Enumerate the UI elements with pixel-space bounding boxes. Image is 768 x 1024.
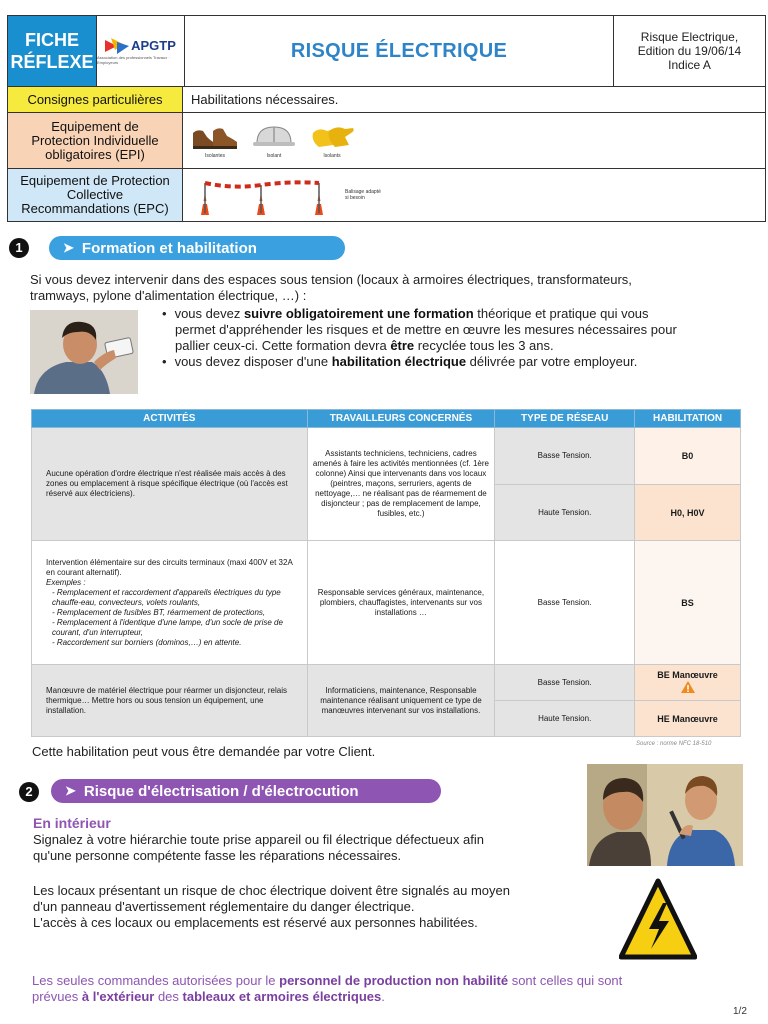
p2-line-3: L'accès à ces locaux ou emplacements est réservé aux personnes habilitées. [33, 915, 478, 930]
fiche-reflexe-box [8, 16, 97, 86]
bullet-1-line-3 [162, 338, 742, 354]
section-2-header [51, 779, 441, 803]
bullet-1-text-e: pallier ceux-ci. Cette formation devra [175, 338, 391, 353]
row-3-habilitation-be [635, 665, 741, 701]
table-row [32, 665, 741, 701]
helmet-icon [251, 123, 297, 151]
row-2-network: Basse Tension. [495, 541, 635, 665]
safety-shoes-icon [191, 123, 239, 151]
arrow-right-icon: ➤ [63, 240, 74, 255]
apgtp-logo [97, 16, 185, 86]
row-1-habilitation-h0: H0, H0V [635, 485, 741, 541]
row-2-example-4: - Raccordement sur borniers (dominos,…) en attente. [52, 637, 242, 647]
habilitation-table [31, 409, 741, 737]
col-header-activites: ACTIVITÉS [32, 410, 308, 428]
section-2-subtitle: En intérieur [33, 815, 111, 831]
row-1-activity: Aucune opération d'ordre électrique n'est réalisée mais accès à des zones ou emplacement à risque spécifique électrique (où l'accès est réservé aux électriciens). [32, 428, 308, 541]
table-row [32, 428, 741, 485]
reflexe-label: RÉFLEXE [10, 52, 94, 72]
section-1-header [49, 236, 345, 260]
final-bold-b: personnel de production non habilité [279, 973, 509, 988]
header-table [7, 15, 766, 87]
section-2-paragraph-2 [33, 883, 593, 931]
final-text-f: des [154, 989, 183, 1004]
bullet-1-bold: suivre obligatoirement une formation [243, 306, 474, 321]
epi-caption-shoes: Isolantes [204, 152, 225, 159]
bullet-2 [162, 354, 742, 370]
section-1-intro [30, 272, 750, 304]
ref-line-1: Risque Electrique, [640, 30, 739, 44]
final-line-1 [32, 973, 752, 989]
row-2-activity [32, 541, 308, 665]
epc-caption-line-1: Balisage adapté [345, 189, 381, 195]
row-2-example-2: - Remplacement de fusibles BT, réarmement de protections, [52, 607, 266, 617]
epc-equipment [183, 169, 765, 221]
final-note [32, 973, 752, 1005]
person-reading-card-illustration [30, 310, 138, 394]
table-source: Source : norme NFC 18-510 [636, 741, 712, 747]
ref-line-2: Edition du 19/06/14 [637, 44, 742, 58]
row-1-network-ht: Haute Tension. [495, 485, 635, 541]
section-2-title: Risque d'électrisation / d'électrocution [83, 782, 359, 800]
col-header-travailleurs: TRAVAILLEURS CONCERNÉS [307, 410, 495, 428]
bullet-1-text-g: recyclée tous les 3 ans. [414, 338, 554, 353]
epc-caption [345, 189, 381, 201]
document-reference [614, 16, 765, 86]
final-bold-e: à l'extérieur [81, 989, 155, 1004]
epc-row [7, 169, 766, 222]
row-1-network-bt: Basse Tension. [495, 428, 635, 485]
final-text-a: Les seules commandes autorisées pour le [32, 973, 280, 988]
warning-icon [680, 680, 696, 694]
col-header-habilitation: HABILITATION [635, 410, 741, 428]
gloves-icon [309, 123, 355, 151]
consignes-value: Habilitations nécessaires. [191, 92, 339, 107]
row-3-activity: Manœuvre de matériel électrique pour réarmer un disjoncteur, relais thermique… Mettre hors ou sous tension un équipement, une installation. [32, 665, 308, 737]
epi-item-shoes [191, 123, 239, 159]
epi-label: Equipement de Protection Individuelle obligatoires (EPI) [8, 113, 183, 168]
section-1-title: Formation et habilitation [81, 239, 257, 257]
page-number: 1/2 [733, 1006, 747, 1017]
consignes-row [7, 87, 766, 113]
epi-equipment [183, 113, 765, 168]
ref-line-3: Indice A [668, 58, 711, 72]
p1-line-1: Signalez à votre hiérarchie toute prise appareil ou fil électrique défectueux afin [33, 832, 484, 847]
row-1-habilitation-b0: B0 [635, 428, 741, 485]
p2-line-1: Les locaux présentant un risque de choc électrique doivent être signalés au moyen [33, 883, 510, 898]
electric-hazard-sign-icon [619, 877, 697, 963]
section-1-number: 1 [9, 238, 29, 258]
row-3-network-ht: Haute Tension. [495, 701, 635, 737]
row-2-example-3: - Remplacement à l'identique d'une lampe, d'un socle de prise de courant, d'un interrupteur, [52, 617, 283, 637]
epi-caption-helmet: Isolant [266, 152, 282, 159]
logo-mark-icon [105, 38, 129, 54]
row-3-habilitation-be-label: BE Manœuvre [657, 669, 718, 680]
bullet-1-text-c: théorique et pratique qui vous [473, 306, 649, 321]
fiche-label: FICHE [25, 30, 79, 50]
bullet-2-text-a: vous devez disposer d'une [174, 354, 332, 369]
bullet-1-text-a: vous devez [174, 306, 244, 321]
bullet-1 [162, 306, 742, 322]
epc-label: Equipement de Protection Collective Recommandations (EPC) [8, 169, 183, 221]
row-1-workers: Assistants techniciens, techniciens, cadres amenés à faire les activités mentionnées (cf. 1ère colonne) Ainsi que intervenants dans vos locaux (peintres, maçons, serruriers, agents de nettoyage,… ne réalisant pas de réarmement de disjoncteur ; pas de remplacement de lampe, fusibles, etc.) [307, 428, 495, 541]
intro-line-2: tramways, pylone d'alimentation électrique, …) : [30, 288, 307, 303]
logo-subtitle: Association des professionnels Travaux · Employeurs [97, 54, 170, 65]
section-2-paragraph-1 [33, 832, 583, 864]
row-2-workers: Responsable services généraux, maintenance, plombiers, chauffagistes, intervenants sur vos installations … [307, 541, 495, 665]
p2-line-2: d'un panneau d'avertissement réglementaire du danger électrique. [33, 899, 415, 914]
epi-item-helmet [251, 123, 297, 159]
intro-line-1: Si vous devez intervenir dans des espaces sous tension (locaux à armoires électriques, transformateurs, [30, 272, 632, 287]
epi-caption-gloves: Isolants [323, 152, 341, 159]
logo-text: APGTP [131, 38, 176, 53]
bullet-dot-1: • [162, 306, 167, 321]
consignes-label: Consignes particulières [8, 87, 183, 112]
final-text-h: . [381, 989, 385, 1004]
final-text-d: prévues [32, 989, 82, 1004]
row-3-workers: Informaticiens, maintenance, Responsable maintenance réalisant uniquement ce type de manœuvres intervenant sur vos installations. [307, 665, 495, 737]
barrier-tape-icon [191, 173, 341, 217]
bullet-dot-2: • [162, 354, 167, 369]
epi-row [7, 113, 766, 169]
bullet-1-line-2: permet d'appréhender les risques et de mettre en œuvre les mesures nécessaires pour [175, 322, 677, 337]
bullet-2-text-c: délivrée par votre employeur. [466, 354, 638, 369]
habilitation-note: Cette habilitation peut vous être demandée par votre Client. [32, 744, 376, 759]
epi-item-gloves [309, 123, 355, 159]
final-text-c: sont celles qui sont [508, 973, 623, 988]
row-2-activity-main: Intervention élémentaire sur des circuits terminaux (maxi 400V et 32A en courant alternatif). [46, 557, 293, 577]
row-2-examples-label: Exemples : [46, 577, 86, 587]
p1-line-2: qu'une personne compétente fasse les réparations nécessaires. [33, 848, 402, 863]
bullet-2-bold: habilitation électrique [331, 354, 467, 369]
table-header-row [32, 410, 741, 428]
arrow-right-icon: ➤ [65, 783, 76, 798]
row-2-example-1: - Remplacement et raccordement d'appareils électriques du type chauffe-eau, convecteurs, volets roulants, [52, 587, 281, 607]
epc-caption-line-2: si besoin [345, 195, 365, 201]
table-row [32, 541, 741, 665]
row-2-habilitation-bs: BS [635, 541, 741, 665]
page-title: RISQUE ÉLECTRIQUE [185, 16, 614, 86]
bullet-1-bold-2: être [390, 338, 415, 353]
electrician-illustration [587, 764, 743, 866]
section-1-bullets [162, 306, 742, 370]
col-header-reseau: TYPE DE RÉSEAU [495, 410, 635, 428]
section-2-number: 2 [19, 782, 39, 802]
row-3-habilitation-he: HE Manœuvre [635, 701, 741, 737]
final-bold-g: tableaux et armoires électriques [182, 989, 382, 1004]
final-line-2 [32, 989, 752, 1005]
row-3-network-bt: Basse Tension. [495, 665, 635, 701]
